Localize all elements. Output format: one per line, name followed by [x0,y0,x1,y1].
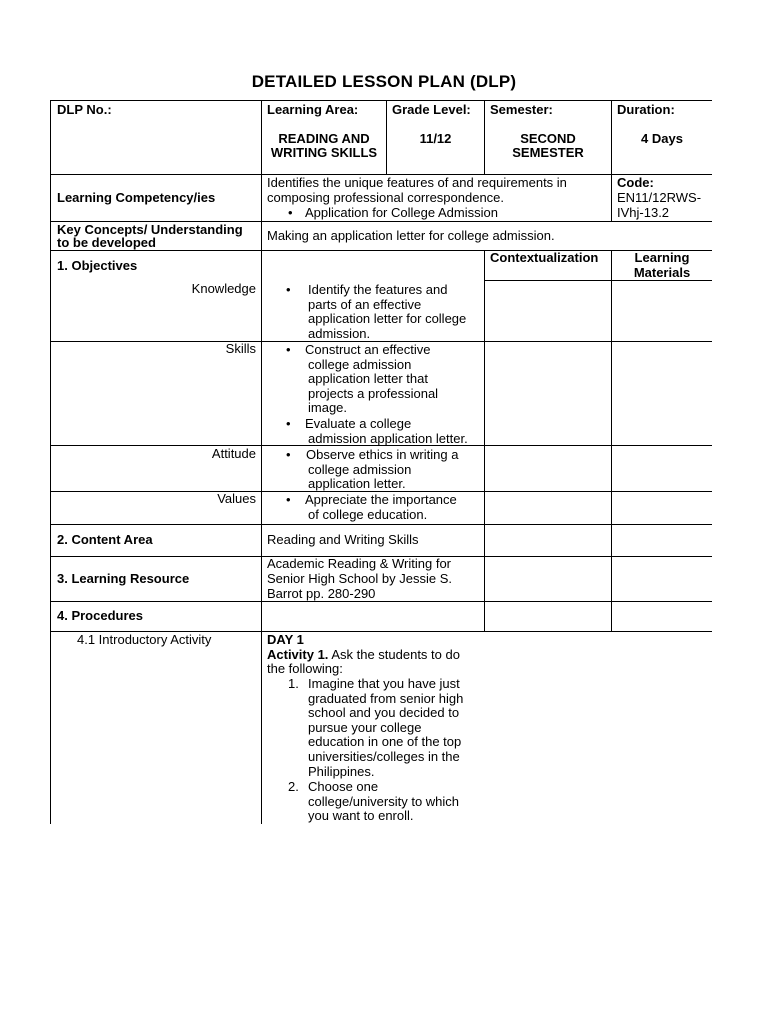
objectives-label: 1. Objectives [57,258,138,273]
key-concepts-label-line1: Key Concepts/ Understanding [57,222,243,237]
key-concepts-label-line2: to be developed [57,235,156,250]
semester-value-line1: SECOND [520,131,576,146]
grade-level-label: Grade Level: [392,102,471,117]
activity-line1: Activity 1. Ask the students to do [267,647,460,662]
introductory-activity-label: 4.1 Introductory Activity [77,632,212,647]
learning-resource-label: 3. Learning Resource [57,571,190,586]
contextualization-label: Contextualization [490,250,599,265]
day-label: DAY 1 [267,632,304,647]
learning-area-value-line2: WRITING SKILLS [270,145,378,160]
content-area-label: 2. Content Area [57,532,153,547]
procedures-label: 4. Procedures [57,608,143,623]
objective-values-label: Values [217,491,256,506]
duration-label: Duration: [617,102,675,117]
semester-value-line2: SEMESTER [512,145,584,160]
dlp-no-label: DLP No.: [57,102,112,117]
content-area-text: Reading and Writing Skills [267,532,419,547]
competency-bullet-marker: • [288,205,293,220]
learning-area-label: Learning Area: [267,102,359,117]
document-title: DETAILED LESSON PLAN (DLP) [251,72,517,91]
activity-line2: the following: [267,661,343,676]
competency-text-line1: Identifies the unique features of and requirements in [267,175,567,190]
code-label: Code: [617,175,654,190]
learning-resource-line3: Barrot pp. 280-290 [267,586,376,601]
objective-attitude-label: Attitude [211,446,256,461]
objective-knowledge-label: Knowledge [191,281,256,296]
learning-materials-label-line1: Learning [634,250,690,265]
duration-value: 4 Days [641,131,683,146]
competency-text-line2: composing professional correspondence. [267,190,505,205]
learning-resource-line1: Academic Reading & Writing for [267,556,452,571]
learning-resource-line2: Senior High School by Jessie S. [267,571,452,586]
learning-area-value-line1: READING AND [278,131,370,146]
grade-level-value: 11/12 [419,131,452,146]
objective-skills-label: Skills [225,341,256,356]
competency-bullet: Application for College Admission [305,205,498,220]
key-concepts-text: Making an application letter for college admission. [267,228,555,243]
code-value-line2: IVhj-13.2 [617,205,670,220]
learning-materials-label-line2: Materials [633,265,691,280]
semester-label: Semester: [490,102,553,117]
competency-label: Learning Competency/ies [57,190,216,205]
code-value-line1: EN11/12RWS- [617,190,702,205]
